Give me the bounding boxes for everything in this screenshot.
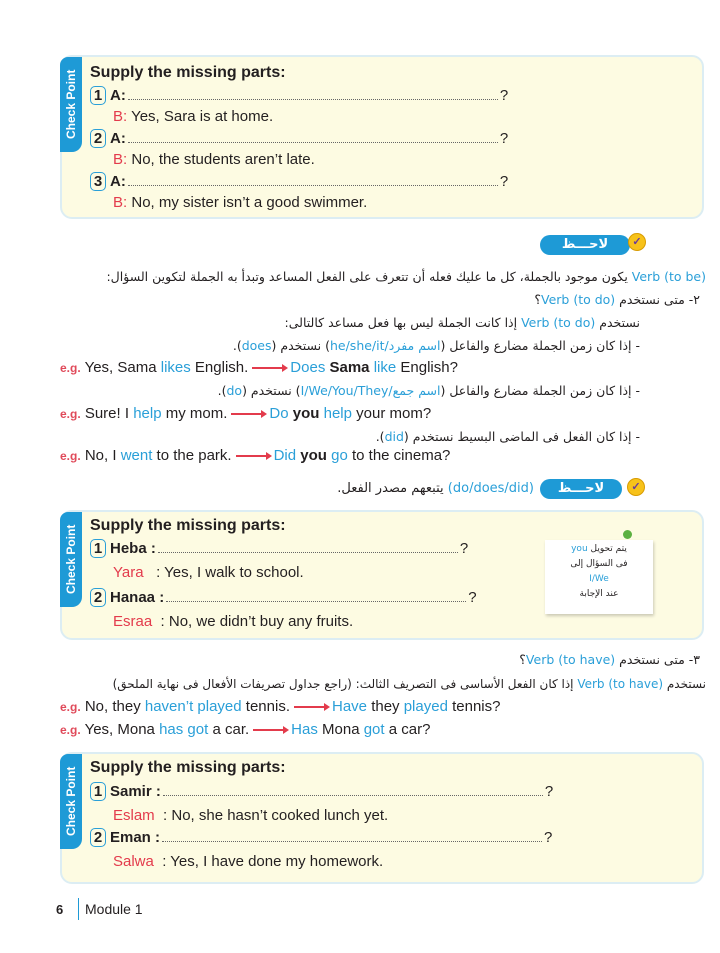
answer-line bbox=[113, 107, 273, 127]
item-number: 2 bbox=[90, 129, 106, 148]
text-segment: a car. bbox=[208, 721, 250, 738]
rule-line bbox=[218, 381, 640, 401]
answer-text: : No, she hasn’t cooked lunch yet. bbox=[154, 807, 389, 824]
speaker-label: Eslam bbox=[113, 807, 155, 824]
text-segment: Did bbox=[273, 447, 297, 464]
exercise-title: Supply the missing parts: bbox=[90, 759, 286, 776]
exercise-title: Supply the missing parts: bbox=[90, 517, 286, 534]
rule-line bbox=[233, 336, 640, 356]
item-number: 1 bbox=[90, 782, 106, 801]
arrow-icon bbox=[252, 367, 286, 369]
page-number: 6 bbox=[56, 902, 64, 917]
speaker-label: Heba : bbox=[110, 540, 156, 557]
question-line bbox=[90, 828, 552, 848]
text-segment: help bbox=[133, 405, 162, 422]
answer-blank[interactable] bbox=[128, 175, 498, 186]
rule-heading bbox=[519, 650, 700, 670]
text-segment: does bbox=[241, 338, 272, 353]
note-text bbox=[337, 479, 534, 499]
text-segment: Mona bbox=[317, 721, 364, 738]
answer-blank[interactable] bbox=[163, 785, 543, 796]
text-segment: got bbox=[363, 721, 385, 738]
text-segment: - إذا كان الفعل فى الماضى البسيط نستخدم ( bbox=[403, 429, 640, 444]
text-segment: a car? bbox=[384, 721, 431, 738]
text-segment: Has bbox=[291, 721, 318, 738]
answer-text: Yes, Sara is at home. bbox=[127, 108, 274, 125]
question-mark: ? bbox=[544, 829, 553, 846]
speaker-label: A: bbox=[110, 87, 126, 104]
answer-line bbox=[113, 852, 383, 872]
pushpin-icon bbox=[623, 530, 632, 539]
text-segment: do bbox=[226, 383, 243, 398]
text-segment: ؟ bbox=[534, 292, 541, 307]
check-point-tab: Check Point bbox=[60, 754, 82, 849]
answer-line bbox=[113, 612, 353, 632]
text-segment: ) نستخدم ( bbox=[242, 383, 301, 398]
text-segment: No, they bbox=[80, 698, 145, 715]
question-mark: ? bbox=[459, 540, 469, 557]
text-segment: haven’t played bbox=[144, 698, 242, 715]
question-mark: ? bbox=[468, 589, 477, 606]
sticky-text: يتم تحويل bbox=[587, 544, 627, 554]
text-segment: e.g. bbox=[60, 361, 81, 375]
text-segment: to the cinema? bbox=[347, 447, 451, 464]
text-segment: إذا كان الفعل الأساسى فى التصريف الثالث: (راجع جداول تصريفات الأفعال فى نهاية الملحق) bbox=[112, 677, 578, 691]
text-segment: Does bbox=[290, 359, 326, 376]
answer-blank[interactable] bbox=[128, 132, 498, 143]
text-segment: Do bbox=[269, 405, 289, 422]
arrow-icon bbox=[236, 455, 270, 457]
text-segment: نستخدم bbox=[663, 677, 706, 691]
text-segment: (do/does/did) bbox=[447, 481, 534, 496]
question-line bbox=[90, 86, 508, 106]
text-segment: e.g. bbox=[60, 723, 81, 737]
text-segment: you bbox=[296, 447, 332, 464]
text-segment: tennis. bbox=[241, 698, 290, 715]
arrow-icon bbox=[294, 706, 328, 708]
module-label: Module 1 bbox=[78, 898, 143, 920]
text-segment: ؟ bbox=[519, 652, 526, 667]
speaker-label: Hanaa : bbox=[110, 589, 165, 606]
sticky-text: فى السؤال إلى bbox=[570, 559, 628, 569]
example-line bbox=[60, 446, 450, 466]
text-segment: tennis? bbox=[447, 698, 501, 715]
text-segment: e.g. bbox=[60, 700, 81, 714]
text-segment: help bbox=[323, 405, 352, 422]
question-line bbox=[90, 172, 508, 192]
text-segment: ٢- متى نستخدم bbox=[615, 292, 700, 307]
check-point-tab: Check Point bbox=[60, 57, 82, 152]
example-line bbox=[60, 697, 500, 717]
text-segment: e.g. bbox=[60, 449, 81, 463]
answer-blank[interactable] bbox=[128, 89, 498, 100]
question-mark: ? bbox=[499, 130, 509, 147]
example-line bbox=[60, 720, 430, 740]
text-segment: has got bbox=[159, 721, 209, 738]
note-badge: لاحـــظ bbox=[540, 235, 630, 255]
text-segment: ). bbox=[232, 338, 242, 353]
sticky-note bbox=[545, 540, 653, 614]
question-line bbox=[90, 782, 553, 802]
text-segment: اسم جمع/I/We/You/They bbox=[300, 383, 441, 398]
example-line bbox=[60, 404, 431, 424]
lightbulb-check-icon: ✓ bbox=[627, 478, 645, 496]
sticky-text: you bbox=[571, 544, 588, 554]
question-line bbox=[90, 129, 508, 149]
speaker-label: Salwa bbox=[113, 853, 154, 870]
text-segment: went bbox=[120, 447, 153, 464]
text-segment: ). bbox=[375, 429, 385, 444]
answer-text: No, the students aren’t late. bbox=[127, 151, 315, 168]
example-line bbox=[60, 358, 458, 378]
text-segment: نستخدم bbox=[595, 315, 640, 330]
text-segment: يكون موجود بالجملة، كل ما عليك فعله أن تتعرف على الفعل المساعد وتبدأ به الجملة لتكوين السؤال: bbox=[106, 269, 632, 284]
speaker-label: Eman : bbox=[110, 829, 161, 846]
speaker-label: A: bbox=[110, 173, 126, 190]
question-line bbox=[90, 539, 468, 559]
rule-line bbox=[106, 267, 706, 287]
text-segment: Verb (to have) bbox=[525, 652, 616, 667]
text-segment: English? bbox=[396, 359, 458, 376]
exercise-title: Supply the missing parts: bbox=[90, 64, 286, 81]
speaker-label: Yara bbox=[113, 564, 144, 581]
item-number: 2 bbox=[90, 828, 106, 847]
text-segment: إذا كانت الجملة ليس بها فعل مساعد كالتالى: bbox=[284, 315, 522, 330]
text-segment: you bbox=[288, 405, 324, 422]
answer-blank[interactable] bbox=[166, 591, 466, 602]
text-segment: e.g. bbox=[60, 407, 81, 421]
text-segment: to the park. bbox=[152, 447, 232, 464]
text-segment: did bbox=[384, 429, 404, 444]
speaker-label: B: bbox=[113, 194, 128, 211]
text-segment: likes bbox=[160, 359, 191, 376]
check-point-tab: Check Point bbox=[60, 512, 82, 607]
rule-line bbox=[113, 674, 706, 694]
answer-text: : Yes, I walk to school. bbox=[143, 564, 304, 581]
item-number: 1 bbox=[90, 539, 106, 558]
text-segment: - إذا كان زمن الجملة مضارع والفاعل ( bbox=[440, 338, 640, 353]
speaker-label: A: bbox=[110, 130, 126, 147]
answer-blank[interactable] bbox=[162, 831, 542, 842]
text-segment: Have bbox=[332, 698, 368, 715]
speaker-label: Esraa bbox=[113, 613, 153, 630]
text-segment: Sure! I bbox=[80, 405, 134, 422]
text-segment: - إذا كان زمن الجملة مضارع والفاعل ( bbox=[440, 383, 640, 398]
text-segment: English. bbox=[190, 359, 249, 376]
text-segment: No, I bbox=[80, 447, 121, 464]
note-badge: لاحـــظ bbox=[540, 479, 622, 499]
text-segment: your mom? bbox=[351, 405, 432, 422]
item-number: 3 bbox=[90, 172, 106, 191]
rule-heading bbox=[534, 290, 700, 310]
answer-line bbox=[113, 563, 304, 583]
text-segment: ) نستخدم ( bbox=[271, 338, 330, 353]
text-segment: يتبعهم مصدر الفعل. bbox=[337, 481, 448, 496]
sticky-text: عند الإجابة bbox=[579, 589, 619, 599]
question-line bbox=[90, 588, 477, 608]
question-mark: ? bbox=[499, 173, 509, 190]
text-segment: Verb (to have) bbox=[577, 677, 664, 691]
rule-line bbox=[376, 427, 640, 447]
question-mark: ? bbox=[499, 87, 509, 104]
item-number: 1 bbox=[90, 86, 106, 105]
arrow-icon bbox=[231, 413, 265, 415]
sticky-text: I/We bbox=[589, 574, 609, 584]
text-segment: played bbox=[403, 698, 448, 715]
text-segment: Yes, Sama bbox=[80, 359, 161, 376]
text-segment: Sama bbox=[325, 359, 374, 376]
answer-line bbox=[113, 193, 367, 213]
answer-blank[interactable] bbox=[158, 542, 458, 553]
speaker-label: B: bbox=[113, 108, 128, 125]
answer-text: : Yes, I have done my homework. bbox=[153, 853, 384, 870]
text-segment: my mom. bbox=[161, 405, 228, 422]
text-segment: Yes, Mona bbox=[80, 721, 160, 738]
speaker-label: B: bbox=[113, 151, 128, 168]
question-mark: ? bbox=[544, 783, 554, 800]
text-segment: Verb (to be) bbox=[631, 269, 706, 284]
speaker-label: Samir : bbox=[110, 783, 161, 800]
lightbulb-check-icon: ✓ bbox=[628, 233, 646, 251]
arrow-icon bbox=[253, 729, 287, 731]
text-segment: go bbox=[331, 447, 348, 464]
answer-line bbox=[113, 806, 388, 826]
text-segment: they bbox=[367, 698, 404, 715]
text-segment: Verb (to do) bbox=[541, 292, 616, 307]
item-number: 2 bbox=[90, 588, 106, 607]
text-segment: اسم مفرد/he/she/it bbox=[329, 338, 441, 353]
answer-line bbox=[113, 150, 315, 170]
text-segment: ٣- متى نستخدم bbox=[615, 652, 700, 667]
text-segment: like bbox=[373, 359, 397, 376]
text-segment: ). bbox=[217, 383, 227, 398]
answer-text: No, my sister isn’t a good swimmer. bbox=[127, 194, 368, 211]
rule-line bbox=[285, 313, 640, 333]
text-segment: Verb (to do) bbox=[521, 315, 596, 330]
answer-text: : No, we didn’t buy any fruits. bbox=[152, 613, 354, 630]
